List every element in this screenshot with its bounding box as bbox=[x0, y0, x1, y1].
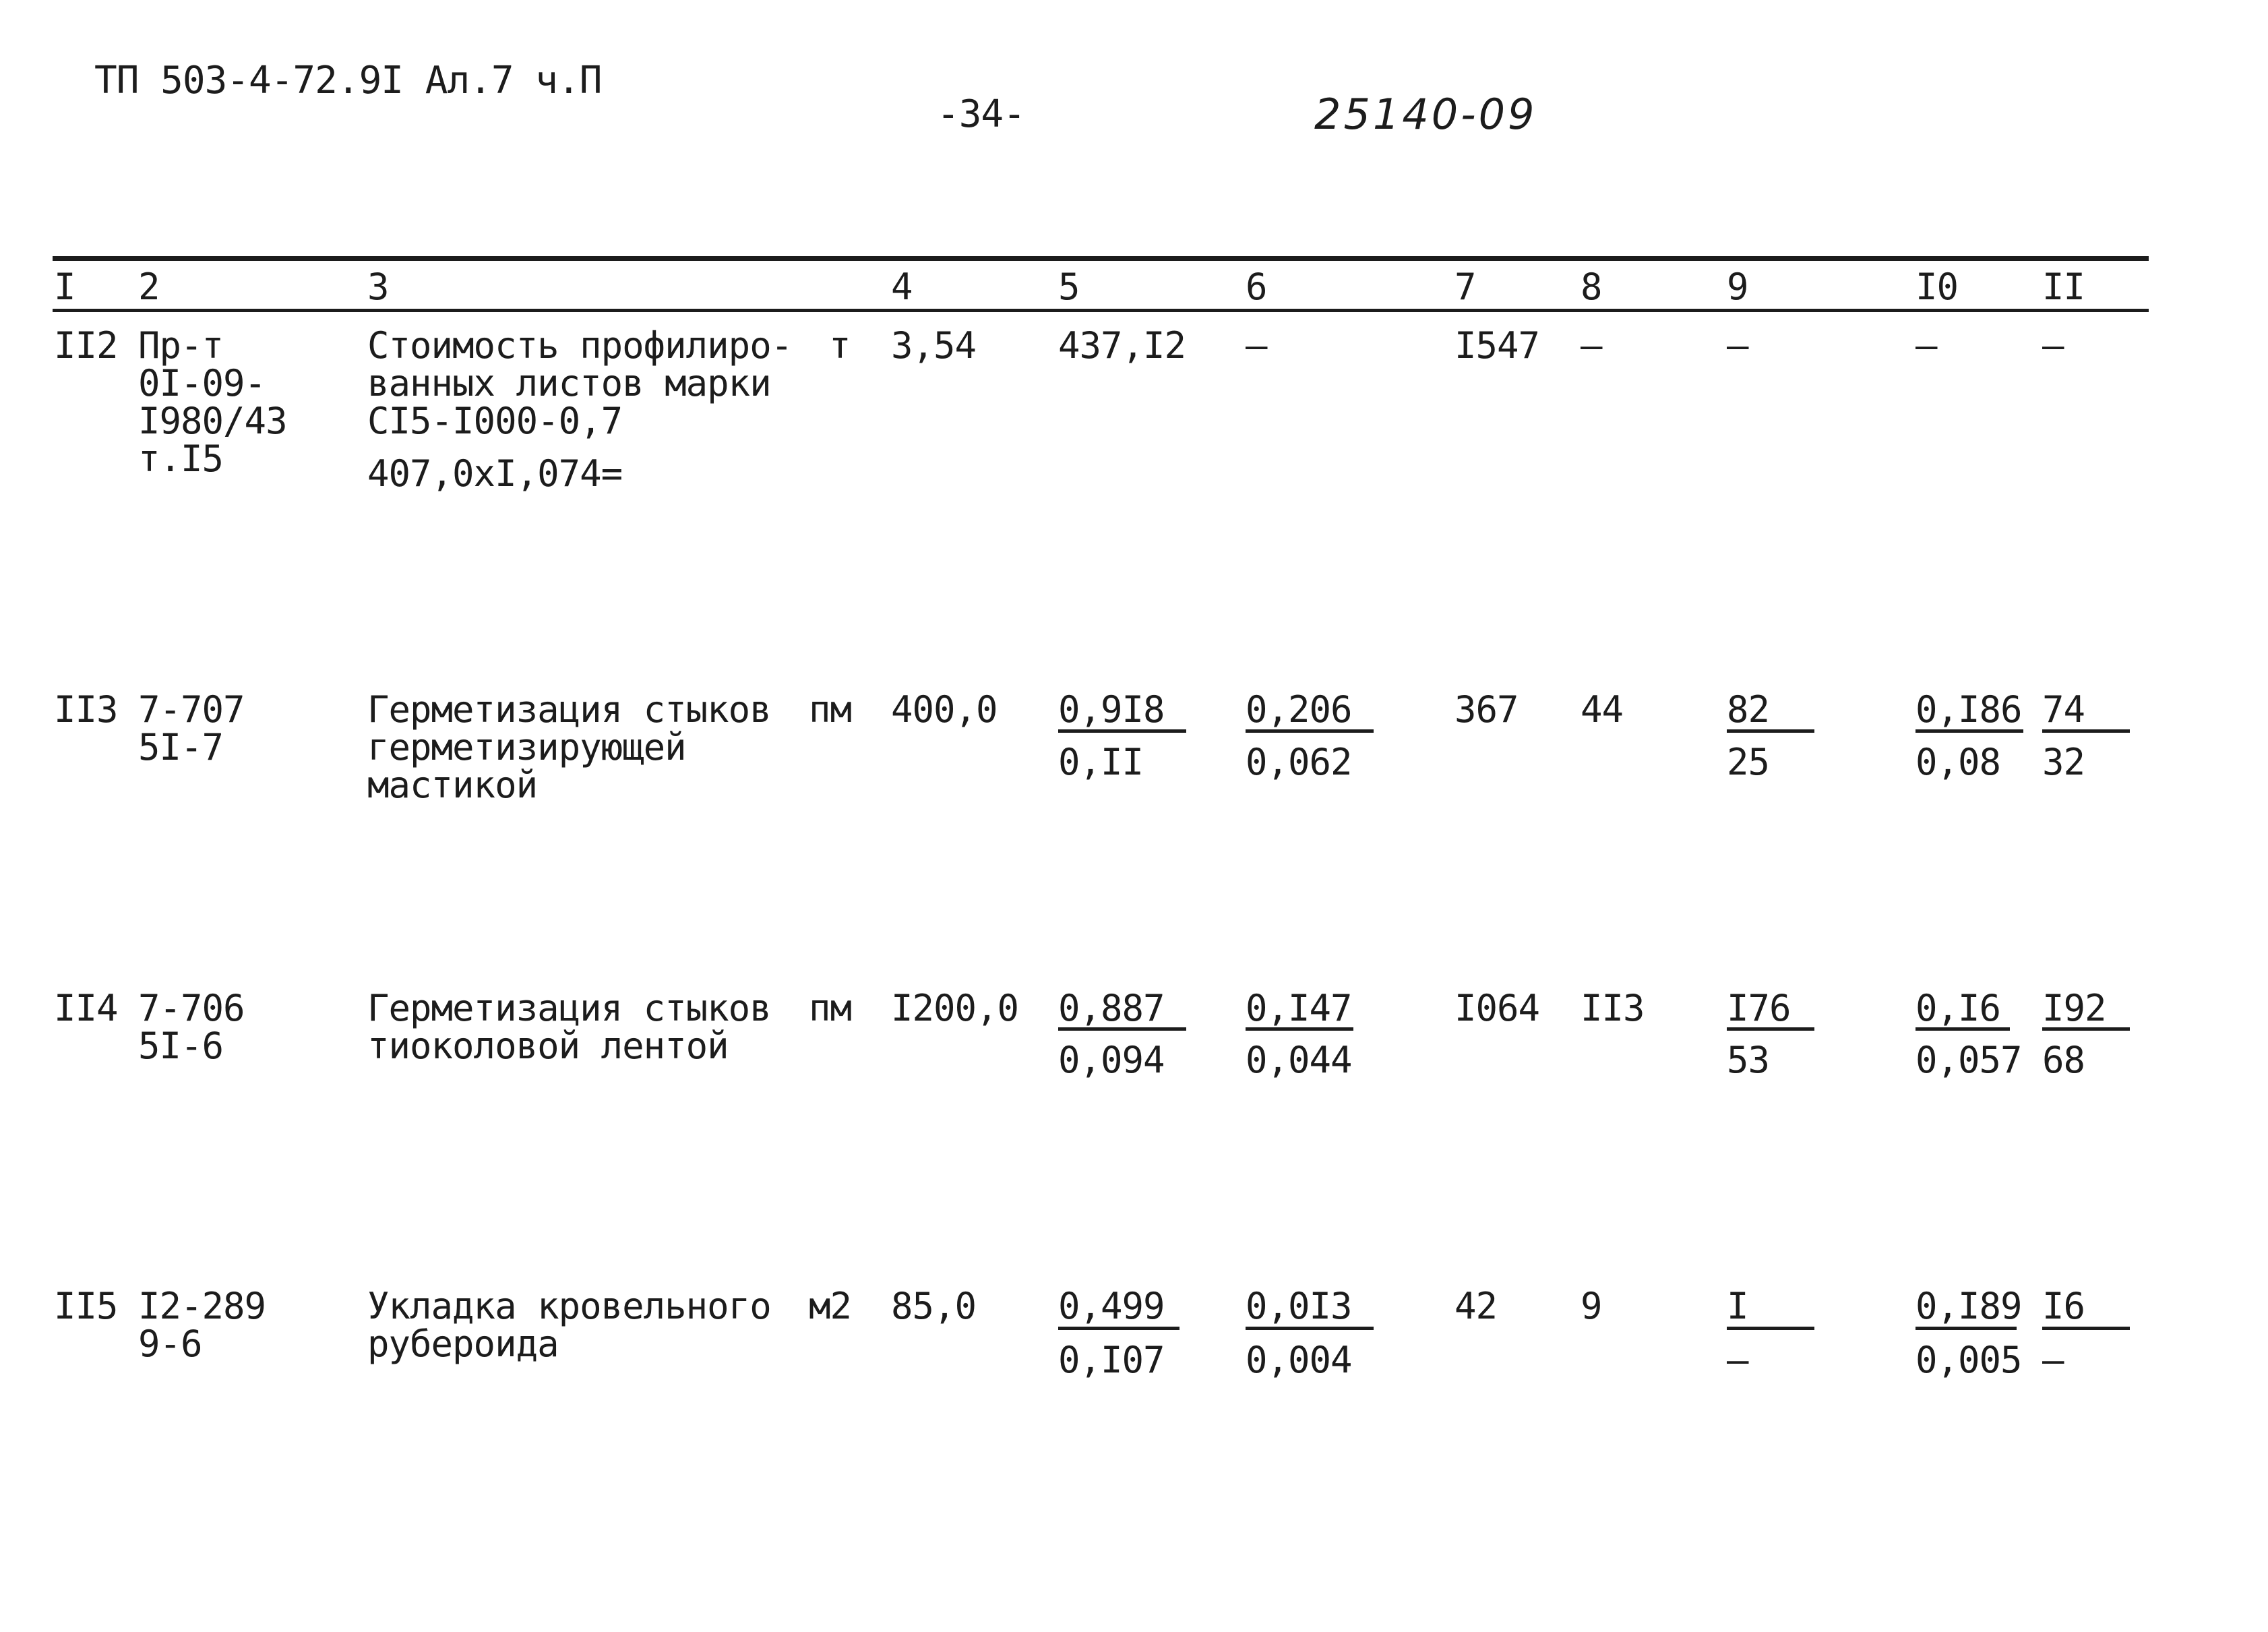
col9-bottom: 53 bbox=[1727, 1039, 1770, 1081]
col10-top: 0,I89 bbox=[1915, 1285, 2022, 1327]
col6-bottom: 0,044 bbox=[1246, 1039, 1352, 1081]
col10-bottom: 0,005 bbox=[1915, 1339, 2022, 1381]
unit: т bbox=[829, 324, 851, 367]
col11-top: 74 bbox=[2042, 688, 2085, 731]
column-header: II bbox=[2042, 266, 2085, 308]
norm-code-line: 7-707 bbox=[138, 688, 245, 731]
fraction-bar bbox=[1727, 1027, 1814, 1031]
row-number: II3 bbox=[54, 688, 118, 731]
work-description bbox=[367, 987, 771, 1067]
norm-code bbox=[138, 987, 245, 1067]
col11-top: I92 bbox=[2042, 987, 2106, 1029]
fraction-bar bbox=[1915, 1327, 2017, 1330]
total-cost: I547 bbox=[1454, 324, 1540, 367]
unit-cost-top: 0,887 bbox=[1058, 987, 1165, 1029]
description-line: Герметизация стыков bbox=[367, 987, 771, 1029]
description-line: тиоколовой лентой bbox=[367, 1025, 729, 1067]
col9-top: I bbox=[1727, 1285, 1748, 1327]
column-header: 4 bbox=[891, 266, 913, 308]
row-number: II5 bbox=[54, 1285, 118, 1327]
column-header: I bbox=[54, 266, 75, 308]
column-header: 2 bbox=[138, 266, 160, 308]
column-header: 3 bbox=[367, 266, 389, 308]
price-formula: 407,0хI,074= bbox=[367, 452, 623, 495]
column-header: 5 bbox=[1058, 266, 1080, 308]
col11-top: I6 bbox=[2042, 1285, 2085, 1327]
row-number: II4 bbox=[54, 987, 118, 1029]
total-cost: 42 bbox=[1454, 1285, 1498, 1327]
description-line: Стоимость профилиро- bbox=[367, 324, 793, 367]
work-description bbox=[367, 324, 793, 442]
work-description bbox=[367, 688, 771, 806]
unit: м2 bbox=[809, 1285, 852, 1327]
total-cost: 367 bbox=[1454, 688, 1519, 731]
norm-code-line: 5I-7 bbox=[138, 726, 224, 768]
row-number: II2 bbox=[54, 324, 118, 367]
col9-top: 82 bbox=[1727, 688, 1770, 731]
quantity: 85,0 bbox=[891, 1285, 977, 1327]
norm-code-line: 9-6 bbox=[138, 1323, 202, 1365]
description-line: мастикой bbox=[367, 764, 538, 806]
unit: пм bbox=[809, 688, 852, 731]
description-line: Укладка кровельного bbox=[367, 1285, 771, 1327]
fraction-bar bbox=[1727, 729, 1814, 733]
fraction-bar bbox=[1246, 1327, 1374, 1330]
unit-cost-top: 0,9I8 bbox=[1058, 688, 1165, 731]
col11-bottom: 68 bbox=[2042, 1039, 2085, 1081]
description-line: рубероида bbox=[367, 1323, 559, 1365]
table-top-rule bbox=[53, 256, 2149, 261]
column-header: 8 bbox=[1581, 266, 1602, 308]
norm-code-line: I980/43 bbox=[138, 400, 287, 442]
norm-code-line: т.I5 bbox=[138, 437, 224, 480]
description-line: CI5-I000-0,7 bbox=[367, 400, 623, 442]
unit-cost-bottom: 0,094 bbox=[1058, 1039, 1165, 1081]
norm-code bbox=[138, 324, 287, 480]
description-line: ванных листов марки bbox=[367, 362, 771, 404]
quantity: 3,54 bbox=[891, 324, 977, 367]
col6-top: 0,206 bbox=[1246, 688, 1352, 731]
description-line: Герметизация стыков bbox=[367, 688, 771, 731]
norm-code bbox=[138, 1285, 266, 1365]
column-header: 9 bbox=[1727, 266, 1748, 308]
unit-cost-top: 0,499 bbox=[1058, 1285, 1165, 1327]
page-number: -34- bbox=[937, 92, 1025, 136]
col10-bottom: 0,057 bbox=[1915, 1039, 2022, 1081]
fraction-bar bbox=[1915, 729, 2023, 733]
col8-value: 9 bbox=[1581, 1285, 1602, 1327]
total-cost: I064 bbox=[1454, 987, 1540, 1029]
quantity: I200,0 bbox=[891, 987, 1019, 1029]
col6-bottom: 0,062 bbox=[1246, 741, 1352, 783]
col11-value: – bbox=[2042, 324, 2064, 367]
archive-number: 25140-09 bbox=[1314, 90, 1537, 139]
fraction-bar bbox=[2042, 1027, 2130, 1031]
norm-code-line: 5I-6 bbox=[138, 1025, 224, 1067]
fraction-bar bbox=[1246, 729, 1374, 733]
quantity: 400,0 bbox=[891, 688, 998, 731]
unit-cost-bottom: 0,II bbox=[1058, 741, 1144, 783]
norm-code bbox=[138, 688, 245, 768]
column-header: I0 bbox=[1915, 266, 1959, 308]
col6-top: 0,I47 bbox=[1246, 987, 1352, 1029]
col6-value: – bbox=[1246, 324, 1267, 367]
fraction-bar bbox=[1246, 1027, 1353, 1031]
fraction-bar bbox=[2042, 729, 2130, 733]
col8-value: – bbox=[1581, 324, 1602, 367]
unit: пм bbox=[809, 987, 852, 1029]
col10-top: 0,I6 bbox=[1915, 987, 2001, 1029]
col6-bottom: 0,004 bbox=[1246, 1339, 1352, 1381]
fraction-bar bbox=[1727, 1327, 1814, 1330]
norm-code-line: 7-706 bbox=[138, 987, 245, 1029]
col6-top: 0,0I3 bbox=[1246, 1285, 1352, 1327]
col10-top: 0,I86 bbox=[1915, 688, 2022, 731]
col8-value: II3 bbox=[1581, 987, 1645, 1029]
fraction-bar bbox=[1058, 729, 1186, 733]
col11-bottom: – bbox=[2042, 1339, 2064, 1381]
document-code: ТП 503-4-72.9I Ал.7 ч.П bbox=[94, 59, 602, 102]
unit-cost: 437,I2 bbox=[1058, 324, 1186, 367]
col11-bottom: 32 bbox=[2042, 741, 2085, 783]
norm-code-line: Пр-т bbox=[138, 324, 224, 367]
unit-cost-bottom: 0,I07 bbox=[1058, 1339, 1165, 1381]
col8-value: 44 bbox=[1581, 688, 1624, 731]
column-header: 6 bbox=[1246, 266, 1267, 308]
description-line: герметизирующей bbox=[367, 726, 686, 768]
col10-value: – bbox=[1915, 324, 1937, 367]
col9-bottom: 25 bbox=[1727, 741, 1770, 783]
col9-top: I76 bbox=[1727, 987, 1791, 1029]
fraction-bar bbox=[1058, 1027, 1186, 1031]
fraction-bar bbox=[1915, 1027, 2010, 1031]
table-header-rule bbox=[53, 309, 2149, 312]
norm-code-line: 0I-09- bbox=[138, 362, 266, 404]
col9-value: – bbox=[1727, 324, 1748, 367]
norm-code-line: I2-289 bbox=[138, 1285, 266, 1327]
work-description bbox=[367, 1285, 771, 1365]
fraction-bar bbox=[1058, 1327, 1179, 1330]
column-header: 7 bbox=[1454, 266, 1476, 308]
col9-bottom: – bbox=[1727, 1339, 1748, 1381]
fraction-bar bbox=[2042, 1327, 2130, 1330]
col10-bottom: 0,08 bbox=[1915, 741, 2001, 783]
